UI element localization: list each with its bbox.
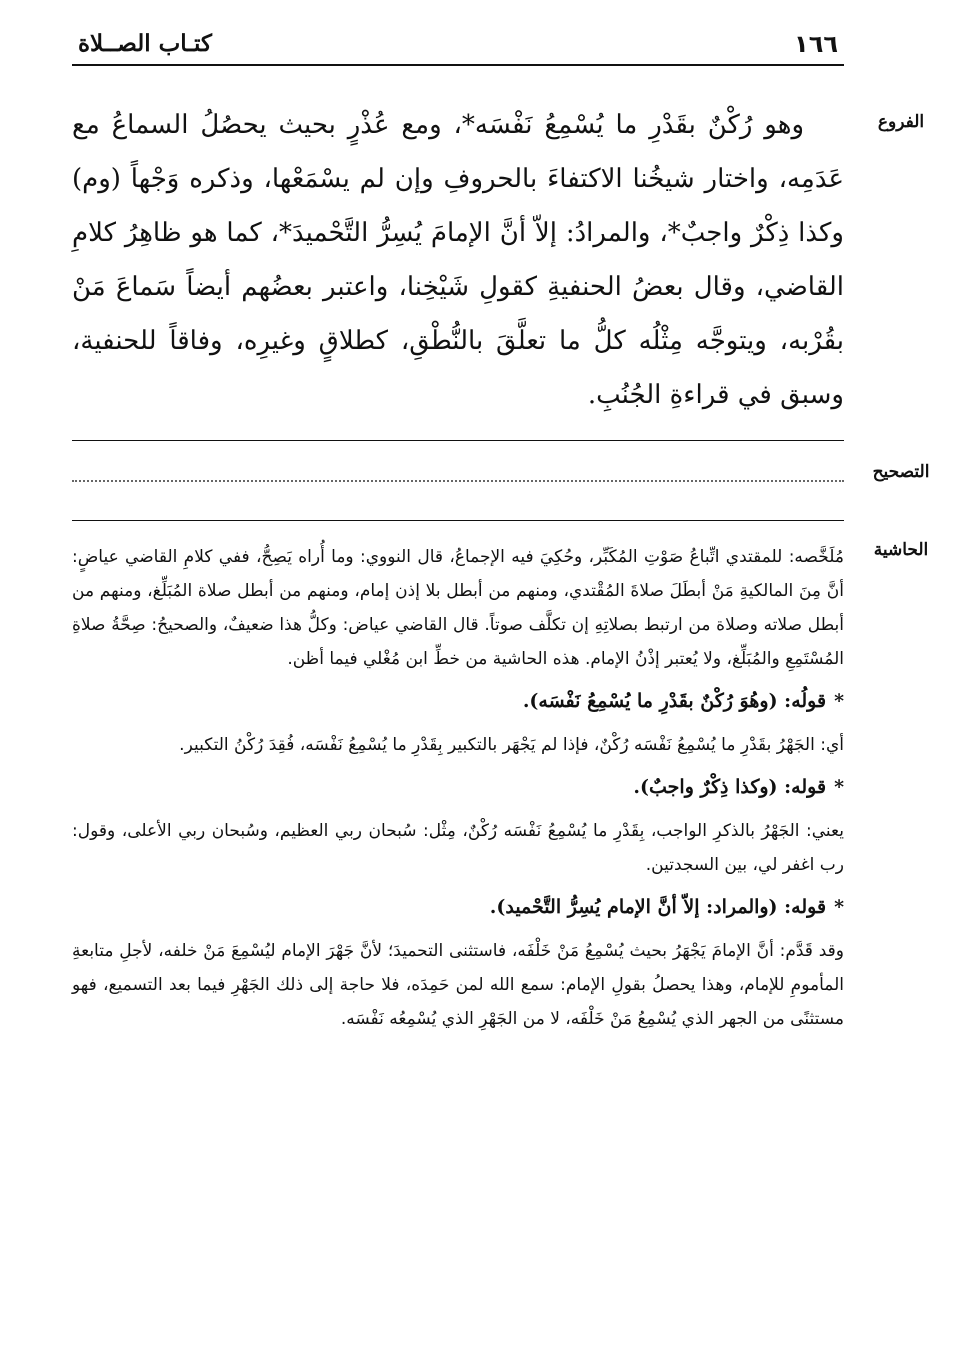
note-quote-3 [72,890,844,924]
note-quote-3-text: قوله: (والمراد: إلاّ أنَّ الإمام يُسِرُّ التَّحْميد). [489,896,827,918]
page-number: ١٦٦ [794,30,838,58]
main-text [72,98,844,422]
note-paragraph-2: أي: الجَهْرُ بقَدْرِ ما يُسْمِعُ نَفْسَه رُكْنٌ، فإذا لم يَجْهَر بالتكبير بِقَدْرِ ما يُسْمِعُ نَفْسَه، فُقِدَ رُكْنُ التكبير. [179,735,844,755]
label-furu: الفروع [877,112,925,132]
footnotes [72,540,844,1038]
star-icon: * [834,690,844,712]
star-icon: * [834,896,844,918]
star-icon: * [834,776,844,798]
main-text-body: وهو رُكْنٌ بقَدْرِ ما يُسْمِعُ نَفْسَه*، ومع عُذْرٍ بحيث يحصُلُ السماعُ مع عَدَمِه، واختار شيخُنا الاكتفاءَ بالحروفِ وإن لم يسْمَعْها، وذكره وَجْهاً (وم) وكذا ذِكْرٌ واجبٌ*، والمرادُ: إلاّ أنَّ الإمامَ يُسِرُّ التَّحْميدَ*، كما هو ظاهِرُ كلامِ القاضي، وقال بعضُ الحنفيةِ كقولِ شَيْخِنا، واعتبر بعضُهم أيضاً سَماعَ مَنْ بقُرْبه، ويتوجَّه مِثْلُه كلُّ ما تعلَّقَ بالنُّطْقِ، كطلاقٍ وغيرِه، وفاقاً للحنفية، وسبق في قراءةِ الجُنُبِ. [72,110,844,410]
note-quote-2 [72,770,844,804]
tashih-dotted-line [72,480,844,482]
book-title: كتـاب الصــلاة [78,30,212,57]
label-tashih: التصحيح [872,462,930,482]
page-header [72,30,844,66]
note-paragraph-1: مُلَخَّصه: للمقتدي اتِّباعُ صَوْتِ المُكَبِّر، وحُكِيَ فيه الإجماعُ، قال النووي: وما أُراه يَصِحُّ، ففي كلامِ القاضي عياضٍ: أنَّ مِنَ المالكيةِ مَنْ أبطَلَ صلاةَ المُقْتدي، ومنهم من أبطل بلا إذن إمام، ومنهم من أبطل صلاة المُبَلِّغ، ومنهم من أبطل صلاته وصلاة من ارتبط بصلاتِهِ إن تكلَّف صوتاً. قال القاضي عياض: وكلُّ هذا ضعيفٌ، والصحيحُ: صِحَّةُ صلاةِ المُسْتَمِعِ والمُبَلِّغ، ولا يُعتبر إذْنُ الإمام. هذه الحاشية من خطِّ ابن مُغْلي فيما أظن. [72,547,844,669]
note-paragraph-4: وقد قَدَّم: أنَّ الإمامَ يَجْهَرُ بحيث يُسْمِعُ مَنْ خَلْفَه، فاستثنى التحميدَ؛ لأنَّ جَهْرَ الإمام ليُسْمِعَ مَنْ خلفه، لأجلِ متابعةِ المأمومِ للإمام، وهذا يحصلُ بقولِ الإمام: سمع الله لمن حَمِدَه، فلا حاجة إلى ذلك الجَهْرِ فيما بعد التسميع، فهو مستثنًى من الجهر الذي يُسْمِعُ مَنْ خَلْفَه، لا من الجَهْرِ الذي يُسْمِعُه نَفْسَه. [72,941,844,1029]
note-quote-1 [72,684,844,718]
label-hashiya: الحاشية [873,540,929,560]
note-quote-1-text: قولُه: (وهُوَ رُكْنٌ بقَدْرِ ما يُسْمِعُ نَفْسَه). [522,690,827,712]
note-quote-2-text: قوله: (وكذا ذِكْرٌ واجبٌ). [633,776,827,798]
divider-top [72,440,844,441]
divider-bottom [72,520,844,521]
note-paragraph-3: يعني: الجَهْرُ بالذكرِ الواجب، بِقَدْرِ ما يُسْمِعُ نَفْسَه رُكْنٌ، مِثْل: سُبحان ربي العظيم، وسُبحان ربي الأعلى، وقول: رب اغفر لي، بين السجدتين. [72,821,844,875]
